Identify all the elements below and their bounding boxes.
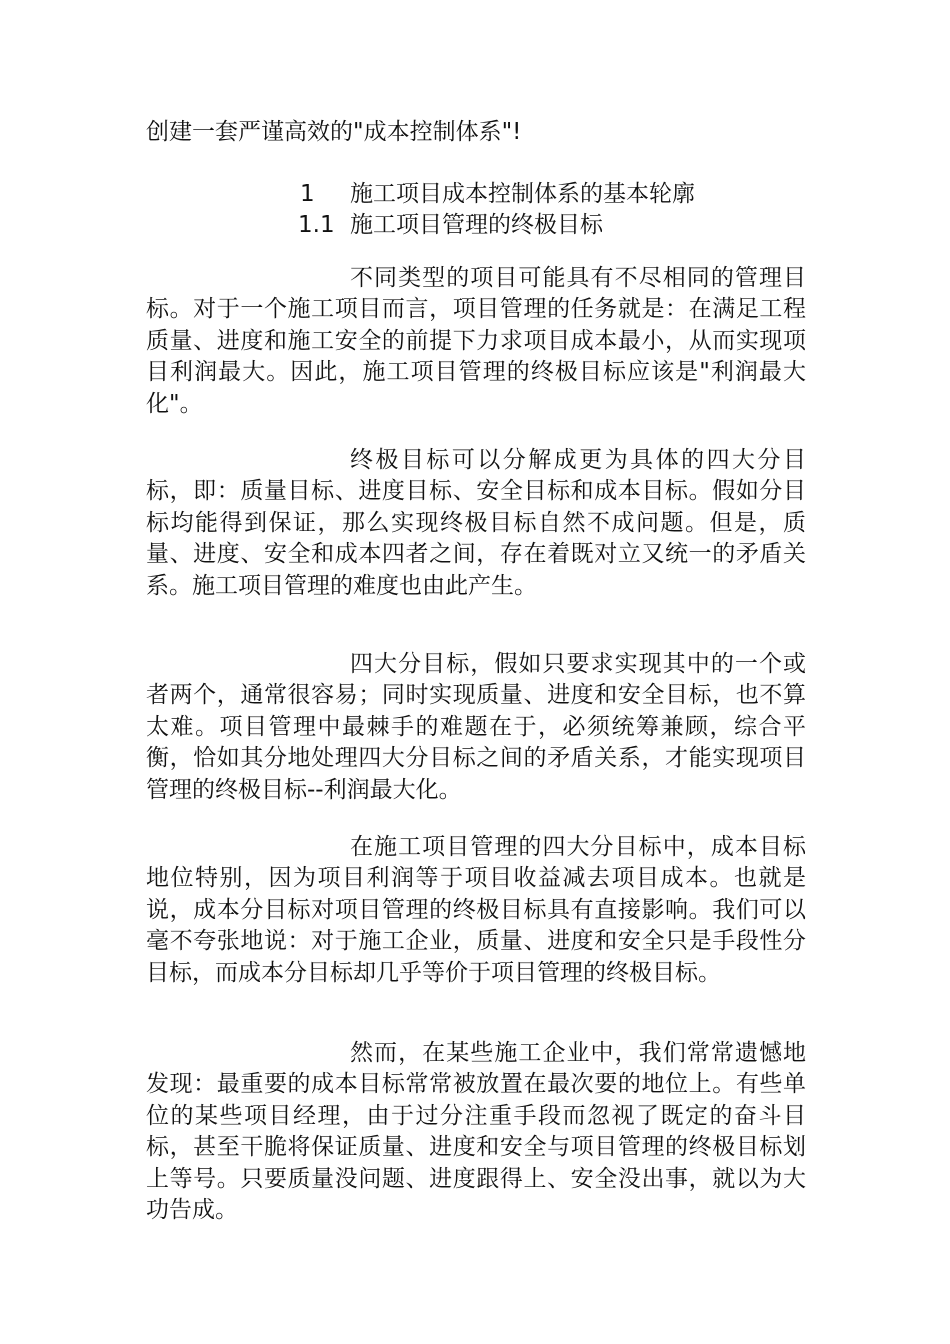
section-number: 1 [300,181,315,207]
section-title: 施工项目成本控制体系的基本轮廓 [350,181,695,207]
paragraph-3: 四大分目标，假如只要求实现其中的一个或者两个，通常很容易；同时实现质量、进度和安全目标，也不算太难。项目管理中最棘手的难题在于，必须统筹兼顾，综合平衡，恰如其分地处理四大分目标之间的矛盾关系，才能实现项目管理的终极目标--利润最大化。 [146,651,806,803]
paragraph-1: 不同类型的项目可能具有不尽相同的管理目标。对于一个施工项目而言，项目管理的任务就是：在满足工程质量、进度和施工安全的前提下力求项目成本最小，从而实现项目利润最大。因此，施工项目管理的终极目标应该是"利润最大化"。 [146,265,806,417]
subsection-title: 施工项目管理的终极目标 [350,212,603,238]
subsection-heading [298,209,603,241]
subsection-number: 1.1 [298,212,335,238]
section-heading [298,178,695,210]
paragraph-2: 终极目标可以分解成更为具体的四大分目标，即：质量目标、进度目标、安全目标和成本目标。假如分目标均能得到保证，那么实现终极目标自然不成问题。但是，质量、进度、安全和成本四者之间，存在着既对立又统一的矛盾关系。施工项目管理的难度也由此产生。 [146,447,806,599]
paragraph-5: 然而，在某些施工企业中，我们常常遗憾地发现：最重要的成本目标常常被放置在最次要的地位上。有些单位的某些项目经理，由于过分注重手段而忽视了既定的奋斗目标，甚至干脆将保证质量、进度和安全与项目管理的终极目标划上等号。只要质量没问题、进度跟得上、安全没出事，就以为大功告成。 [146,1040,806,1224]
paragraph-4: 在施工项目管理的四大分目标中，成本目标地位特别，因为项目利润等于项目收益减去项目成本。也就是说，成本分目标对项目管理的终极目标具有直接影响。我们可以毫不夸张地说：对于施工企业，质量、进度和安全只是手段性分目标，而成本分目标却几乎等价于项目管理的终极目标。 [146,834,806,986]
intro-line: 创建一套严谨高效的"成本控制体系"! [146,119,522,145]
